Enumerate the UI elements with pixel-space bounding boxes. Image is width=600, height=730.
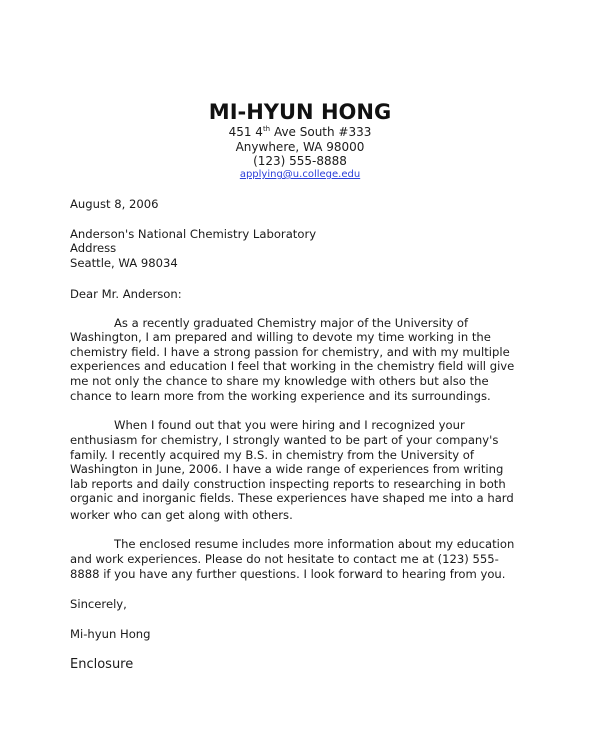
paragraph-line: enthusiasm for chemistry, I strongly wanted to be part of your company's (70, 433, 499, 447)
signature: Mi-hyun Hong (70, 627, 151, 641)
sender-email-link[interactable]: applying@u.college.edu (239, 169, 361, 180)
salutation: Dear Mr. Anderson: (70, 287, 182, 301)
recipient-line: Seattle, WA 98034 (70, 256, 178, 270)
paragraph-line: Washington in June, 2006. I have a wide range of experiences from writing (70, 462, 504, 476)
street-name: Ave South #333 (270, 125, 372, 139)
paragraph-line: 8888 if you have any further questions. I look forward to hearing from you. (70, 567, 506, 581)
closing: Sincerely, (70, 597, 127, 611)
enclosure-note: Enclosure (70, 657, 134, 672)
paragraph-line: and work experiences. Please do not hesitate to contact me at (123) 555- (70, 552, 499, 566)
street-number: 451 4 (228, 125, 263, 139)
paragraph-line: The enclosed resume includes more information about my education (114, 537, 515, 551)
paragraph-line: chance to learn more from the working experience and its surroundings. (70, 389, 491, 403)
paragraph-line: me not only the chance to share my knowledge with others but also the (70, 374, 489, 388)
paragraph-line: Washington, I am prepared and willing to devote my time working in the (70, 330, 491, 344)
sender-name: MI-HYUN HONG (208, 100, 392, 124)
paragraph-line: family. I recently acquired my B.S. in chemistry from the University of (70, 448, 474, 462)
paragraph-line: As a recently graduated Chemistry major of the University of (114, 316, 469, 330)
sender-city: Anywhere, WA 98000 (235, 140, 365, 154)
ordinal-suffix: th (262, 125, 271, 133)
paragraph-line: organic and inorganic fields. These experiences have shaped me into a hard (70, 491, 514, 505)
letter-date: August 8, 2006 (70, 197, 159, 211)
paragraph-line: experiences and education I feel that working in the chemistry field will give (70, 359, 515, 373)
sender-street (0, 125, 600, 140)
sender-phone: (123) 555-8888 (253, 154, 347, 168)
paragraph-line: When I found out that you were hiring and I recognized your (114, 418, 465, 432)
paragraph-line: chemistry field. I have a strong passion for chemistry, and with my multiple (70, 345, 510, 359)
recipient-line: Anderson's National Chemistry Laboratory (70, 227, 317, 241)
recipient-line: Address (70, 241, 117, 255)
paragraph-line: lab reports and daily construction inspecting reports to researching in both (70, 477, 506, 491)
paragraph-line: worker who can get along with others. (70, 508, 293, 522)
